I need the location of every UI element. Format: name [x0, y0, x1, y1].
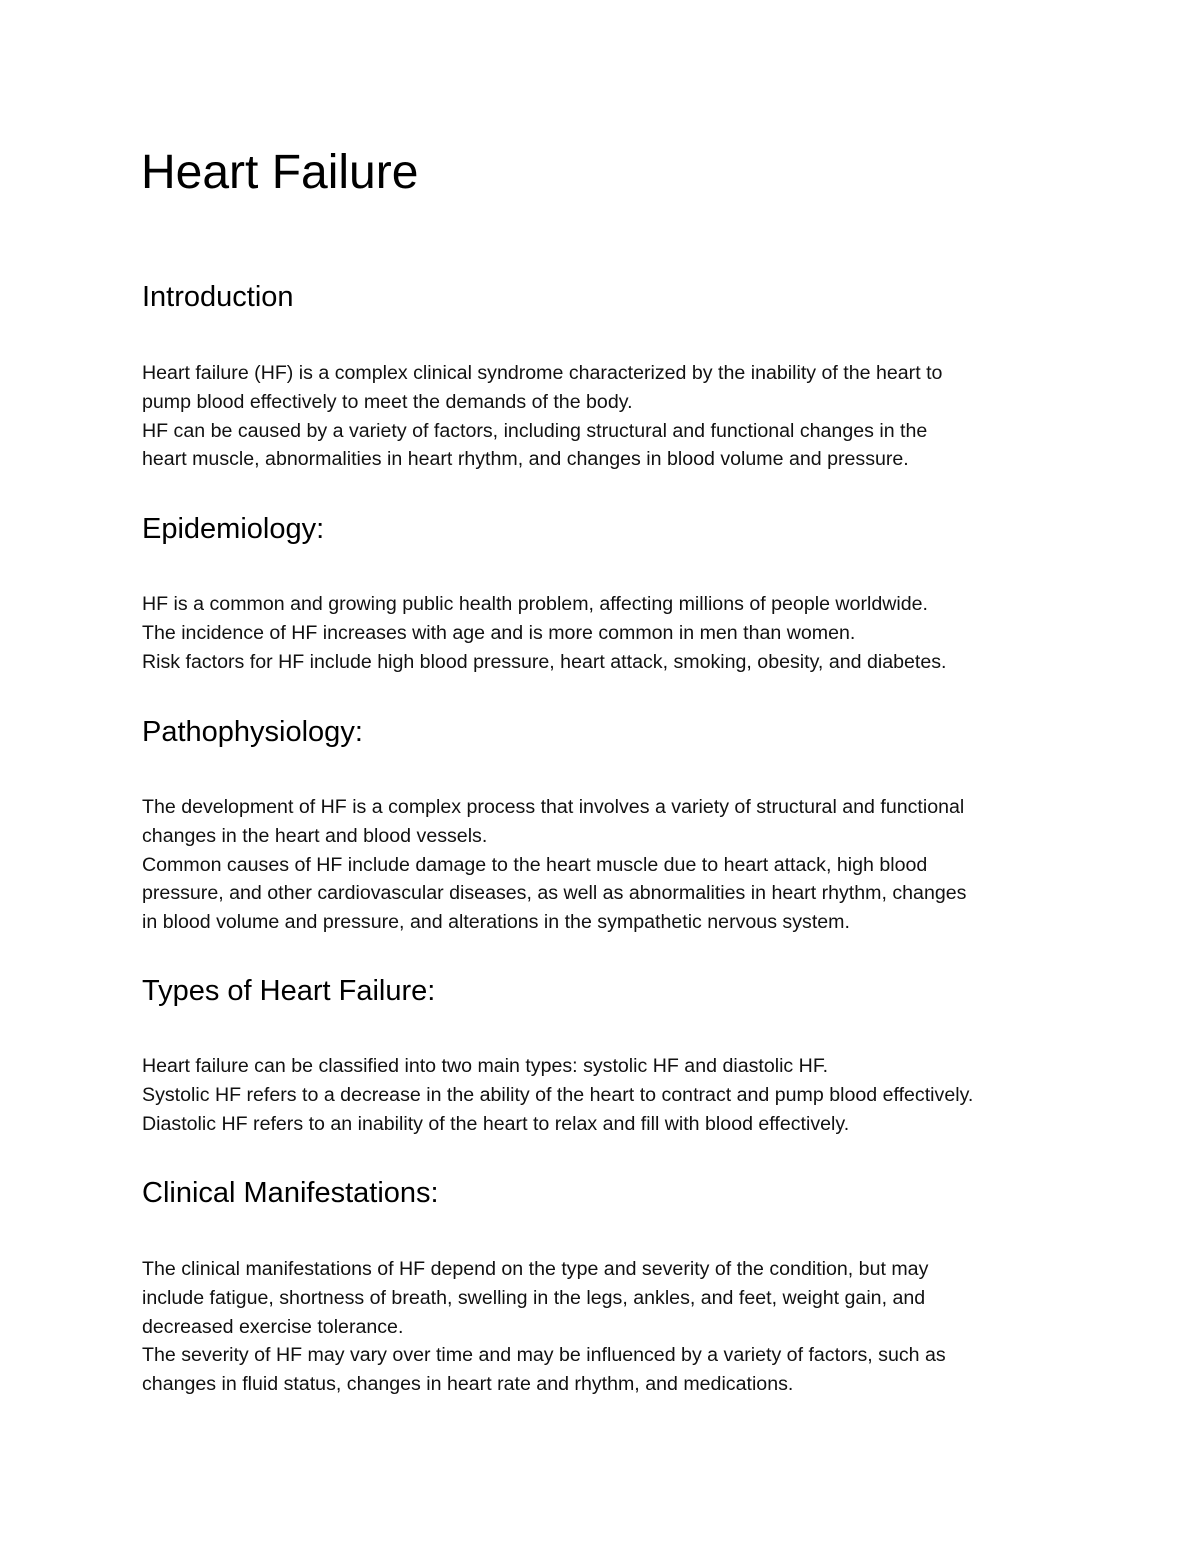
heading-pathophysiology: Pathophysiology: [142, 716, 363, 748]
heading-introduction: Introduction [142, 281, 294, 313]
types-body [142, 1052, 973, 1138]
text-line: The development of HF is a complex process that involves a variety of structural and functional [142, 796, 965, 818]
text-line: Systolic HF refers to a decrease in the ability of the heart to contract and pump blood effectively. [142, 1083, 974, 1106]
heading-types: Types of Heart Failure: [142, 975, 436, 1007]
text-line: changes in the heart and blood vessels. [142, 824, 488, 847]
heading-clinical-manifestations: Clinical Manifestations: [142, 1177, 439, 1209]
text-line: pump blood effectively to meet the demands of the body. [142, 390, 633, 413]
text-line: changes in fluid status, changes in heart rate and rhythm, and medications. [142, 1373, 794, 1396]
text-line: HF can be caused by a variety of factors, including structural and functional changes in the [142, 419, 928, 442]
text-line: Risk factors for HF include high blood pressure, heart attack, smoking, obesity, and diabetes. [142, 650, 947, 673]
heading-epidemiology: Epidemiology: [142, 513, 325, 545]
text-line: Heart failure can be classified into two main types: systolic HF and diastolic HF. [142, 1055, 829, 1077]
pathophysiology-body [142, 793, 966, 937]
text-line: include fatigue, shortness of breath, swelling in the legs, ankles, and feet, weight gain, and [142, 1286, 926, 1309]
text-line: Diastolic HF refers to an inability of the heart to relax and fill with blood effectively. [142, 1112, 850, 1135]
document-title: Heart Failure [141, 146, 419, 199]
text-line: The incidence of HF increases with age and is more common in men than women. [142, 621, 856, 644]
clinical-manifestations-body [142, 1255, 946, 1399]
epidemiology-body [142, 590, 946, 676]
text-line: The severity of HF may vary over time and may be influenced by a variety of factors, such as [142, 1344, 946, 1367]
text-line: The clinical manifestations of HF depend on the type and severity of the condition, but may [142, 1258, 929, 1280]
text-line: HF is a common and growing public health problem, affecting millions of people worldwide. [142, 593, 928, 615]
text-line: heart muscle, abnormalities in heart rhythm, and changes in blood volume and pressure. [142, 448, 909, 471]
text-line: Heart failure (HF) is a complex clinical syndrome characterized by the inability of the heart to [142, 362, 943, 384]
text-line: pressure, and other cardiovascular diseases, as well as abnormalities in heart rhythm, changes [142, 882, 967, 905]
introduction-body [142, 359, 942, 474]
text-line: Common causes of HF include damage to the heart muscle due to heart attack, high blood [142, 853, 928, 876]
text-line: decreased exercise tolerance. [142, 1315, 404, 1338]
text-line: in blood volume and pressure, and alterations in the sympathetic nervous system. [142, 911, 850, 934]
